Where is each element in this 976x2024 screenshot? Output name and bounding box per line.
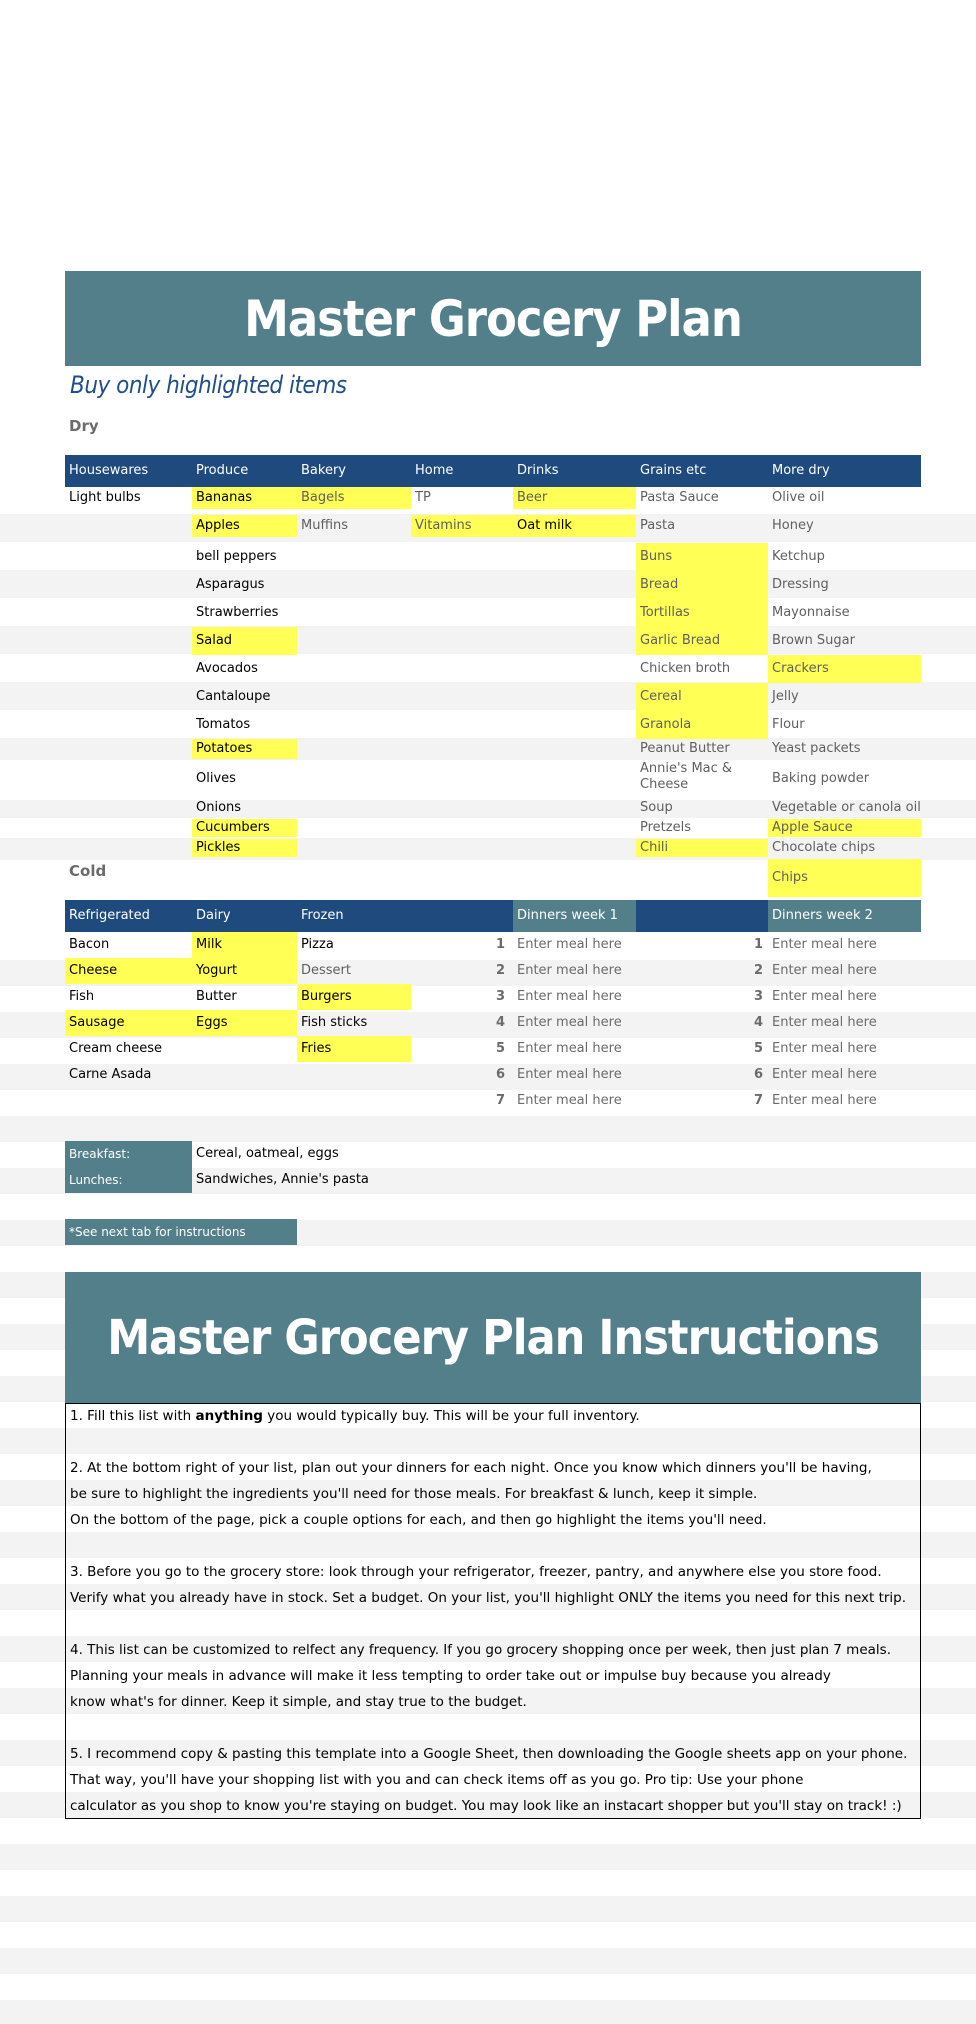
week-2-meal-input[interactable]: Enter meal here bbox=[772, 989, 877, 1004]
week-1-day-number: 4 bbox=[495, 1015, 505, 1030]
header-dinners-week-1[interactable]: Dinners week 1 bbox=[513, 900, 636, 932]
instruction-step-2-line-3: On the bottom of the page, pick a couple options for each, and then go highlight the items you'll need. bbox=[70, 1512, 767, 1528]
more-dry-item[interactable]: Mayonnaise bbox=[772, 605, 850, 620]
instruction-step-1 bbox=[70, 1403, 640, 1429]
week-1-day-number: 5 bbox=[495, 1041, 505, 1056]
week-2-day-number: 5 bbox=[753, 1041, 763, 1056]
grains-item[interactable]: Pretzels bbox=[640, 820, 691, 835]
produce-item[interactable]: Cucumbers bbox=[192, 819, 297, 837]
produce-item[interactable]: Cantaloupe bbox=[196, 689, 271, 704]
housewares-item[interactable]: Light bulbs bbox=[69, 490, 141, 505]
lunches-value[interactable]: Sandwiches, Annie's pasta bbox=[196, 1172, 369, 1187]
produce-item[interactable]: Strawberries bbox=[196, 605, 279, 620]
header-grains[interactable]: Grains etc bbox=[640, 463, 707, 478]
week-1-day-number: 1 bbox=[495, 937, 505, 952]
more-dry-item[interactable]: Honey bbox=[772, 518, 814, 533]
produce-item[interactable]: Olives bbox=[196, 771, 236, 786]
produce-item[interactable]: bell peppers bbox=[196, 549, 277, 564]
instruction-step-5-line-1: 5. I recommend copy & pasting this template into a Google Sheet, then downloading the Google sheets app on your phone. bbox=[70, 1746, 908, 1762]
week-2-day-number: 3 bbox=[753, 989, 763, 1004]
header-dairy[interactable]: Dairy bbox=[196, 908, 231, 923]
dairy-item[interactable]: Yogurt bbox=[192, 958, 297, 984]
grains-item[interactable]: Garlic Bread bbox=[636, 627, 768, 655]
week-2-day-number: 1 bbox=[753, 937, 763, 952]
instruction-step-4-line-3: know what's for dinner. Keep it simple, and stay true to the budget. bbox=[70, 1694, 527, 1710]
week-2-meal-input[interactable]: Enter meal here bbox=[772, 1067, 877, 1082]
header-dinners-week-2[interactable]: Dinners week 2 bbox=[768, 900, 921, 932]
week-2-meal-input[interactable]: Enter meal here bbox=[772, 1015, 877, 1030]
week-1-day-number: 7 bbox=[495, 1093, 505, 1108]
step-1-after: you would typically buy. This will be your full inventory. bbox=[262, 1408, 640, 1424]
produce-item[interactable]: Pickles bbox=[192, 839, 297, 857]
more-dry-item[interactable]: Ketchup bbox=[772, 549, 825, 564]
instruction-step-3-line-2: Verify what you already have in stock. Set a budget. On your list, you'll highlight ONLY the items you need for this next trip. bbox=[70, 1590, 907, 1606]
header-drinks[interactable]: Drinks bbox=[517, 463, 559, 478]
week-2-day-number: 6 bbox=[753, 1067, 763, 1082]
week-1-meal-input[interactable]: Enter meal here bbox=[517, 989, 622, 1004]
grains-item[interactable]: Buns bbox=[636, 543, 768, 571]
grains-item[interactable]: Chili bbox=[636, 839, 768, 857]
header-refrigerated[interactable]: Refrigerated bbox=[69, 908, 150, 923]
instruction-step-2-line-1: 2. At the bottom right of your list, plan out your dinners for each night. Once you know which dinners you'll be having, bbox=[70, 1460, 872, 1476]
lunches-label: Lunches: bbox=[65, 1167, 192, 1193]
refrigerated-item[interactable]: Cream cheese bbox=[69, 1041, 163, 1056]
refrigerated-item[interactable]: Sausage bbox=[65, 1010, 192, 1036]
breakfast-value[interactable]: Cereal, oatmeal, eggs bbox=[196, 1146, 339, 1161]
frozen-item[interactable]: Dessert bbox=[301, 963, 351, 978]
produce-item[interactable]: Asparagus bbox=[196, 577, 265, 592]
frozen-item[interactable]: Fries bbox=[297, 1036, 411, 1062]
instruction-step-5-line-3: calculator as you shop to know you're staying on budget. You may look like an instacart shopper but you'll stay on track! :) bbox=[70, 1798, 902, 1814]
more-dry-item[interactable]: Olive oil bbox=[772, 490, 825, 505]
drinks-item[interactable]: Beer bbox=[513, 487, 636, 509]
week-1-meal-input[interactable]: Enter meal here bbox=[517, 1067, 622, 1082]
cold-header-row bbox=[65, 900, 921, 932]
frozen-item[interactable]: Fish sticks bbox=[301, 1015, 368, 1030]
step-1-bold: anything bbox=[195, 1408, 263, 1424]
drinks-item[interactable]: Oat milk bbox=[513, 515, 636, 537]
home-item[interactable]: TP bbox=[415, 490, 431, 505]
grains-item[interactable]: Chicken broth bbox=[640, 661, 731, 676]
instruction-step-2-line-2: be sure to highlight the ingredients you'll need for those meals. For breakfast & lunch, keep it simple. bbox=[70, 1486, 758, 1502]
grains-item[interactable]: Granola bbox=[636, 711, 768, 739]
frozen-item[interactable]: Burgers bbox=[297, 984, 411, 1010]
grains-item[interactable]: Pasta Sauce bbox=[640, 490, 719, 505]
bakery-item[interactable]: Muffins bbox=[301, 518, 349, 533]
week-1-meal-input[interactable]: Enter meal here bbox=[517, 1015, 622, 1030]
grains-item[interactable]: Peanut Butter bbox=[640, 741, 730, 756]
grains-item[interactable]: Pasta bbox=[640, 518, 676, 533]
produce-item[interactable]: Salad bbox=[192, 627, 297, 655]
dry-section-label: Dry bbox=[69, 417, 99, 435]
dairy-item[interactable]: Milk bbox=[192, 932, 297, 958]
frozen-item[interactable]: Pizza bbox=[301, 937, 334, 952]
breakfast-label: Breakfast: bbox=[65, 1141, 192, 1167]
more-dry-item[interactable]: Jelly bbox=[772, 689, 799, 704]
produce-item[interactable]: Bananas bbox=[192, 487, 297, 509]
produce-item[interactable]: Tomatos bbox=[196, 717, 251, 732]
instruction-step-5-line-2: That way, you'll have your shopping list with you and can check items off as you go. Pro tip: Use your phone bbox=[70, 1772, 804, 1788]
produce-item[interactable]: Potatoes bbox=[192, 739, 297, 759]
more-dry-item[interactable]: Crackers bbox=[768, 655, 921, 683]
dry-header-row bbox=[65, 455, 921, 487]
refrigerated-item[interactable]: Cheese bbox=[65, 958, 192, 984]
grains-item[interactable]: Bread bbox=[636, 571, 768, 599]
grains-item[interactable]: Tortillas bbox=[636, 599, 768, 627]
more-dry-item[interactable]: Brown Sugar bbox=[772, 633, 855, 648]
produce-item[interactable]: Onions bbox=[196, 800, 242, 815]
week-1-meal-input[interactable]: Enter meal here bbox=[517, 937, 622, 952]
refrigerated-item[interactable]: Fish bbox=[69, 989, 95, 1004]
header-home[interactable]: Home bbox=[415, 463, 454, 478]
header-housewares[interactable]: Housewares bbox=[69, 463, 149, 478]
header-bakery[interactable]: Bakery bbox=[301, 463, 346, 478]
week-1-meal-input[interactable]: Enter meal here bbox=[517, 1041, 622, 1056]
week-1-meal-input[interactable]: Enter meal here bbox=[517, 1093, 622, 1108]
week-2-meal-input[interactable]: Enter meal here bbox=[772, 1041, 877, 1056]
more-dry-item[interactable]: Chips bbox=[768, 859, 921, 897]
bakery-item[interactable]: Bagels bbox=[297, 487, 411, 509]
instruction-step-4-line-2: Planning your meals in advance will make it less tempting to order take out or impulse buy because you already bbox=[70, 1668, 831, 1684]
week-2-day-number: 2 bbox=[753, 963, 763, 978]
week-2-day-number: 4 bbox=[753, 1015, 763, 1030]
week-1-day-number: 2 bbox=[495, 963, 505, 978]
more-dry-item[interactable]: Vegetable or canola oil bbox=[772, 800, 921, 815]
more-dry-item[interactable]: Flour bbox=[772, 717, 805, 732]
grains-item[interactable]: Annie's Mac & Cheese bbox=[640, 761, 733, 792]
cold-section-label: Cold bbox=[69, 862, 107, 880]
week-2-meal-input[interactable]: Enter meal here bbox=[772, 963, 877, 978]
step-1-before: 1. Fill this list with bbox=[70, 1408, 196, 1424]
instructions-title: Master Grocery Plan Instructions bbox=[65, 1272, 921, 1403]
week-2-day-number: 7 bbox=[753, 1093, 763, 1108]
produce-item[interactable]: Apples bbox=[192, 515, 297, 537]
week-1-day-number: 6 bbox=[495, 1067, 505, 1082]
dairy-item[interactable]: Butter bbox=[196, 989, 237, 1004]
week-2-meal-input[interactable]: Enter meal here bbox=[772, 1093, 877, 1108]
instructions-note: *See next tab for instructions bbox=[65, 1219, 297, 1245]
instruction-step-4-line-1: 4. This list can be customized to relfect any frequency. If you go grocery shopping once per week, then just plan 7 meals. bbox=[70, 1642, 891, 1658]
more-dry-item[interactable]: Dressing bbox=[772, 577, 829, 592]
refrigerated-item[interactable]: Bacon bbox=[69, 937, 110, 952]
more-dry-item[interactable]: Chocolate chips bbox=[772, 840, 876, 855]
dairy-item[interactable]: Eggs bbox=[192, 1010, 297, 1036]
more-dry-item[interactable]: Yeast packets bbox=[772, 741, 861, 756]
more-dry-item[interactable]: Baking powder bbox=[772, 771, 870, 786]
header-blank[interactable] bbox=[636, 900, 768, 932]
page-subtitle: Buy only highlighted items bbox=[70, 371, 347, 399]
header-frozen[interactable]: Frozen bbox=[301, 908, 344, 923]
week-1-day-number: 3 bbox=[495, 989, 505, 1004]
week-2-meal-input[interactable]: Enter meal here bbox=[772, 937, 877, 952]
grains-item[interactable]: Soup bbox=[640, 800, 673, 815]
page-title: Master Grocery Plan bbox=[65, 271, 921, 366]
refrigerated-item[interactable]: Carne Asada bbox=[69, 1067, 152, 1082]
header-more-dry[interactable]: More dry bbox=[772, 463, 830, 478]
header-produce[interactable]: Produce bbox=[196, 463, 249, 478]
home-item[interactable]: Vitamins bbox=[411, 515, 513, 537]
more-dry-item[interactable]: Apple Sauce bbox=[768, 819, 921, 837]
grains-item[interactable]: Cereal bbox=[636, 683, 768, 711]
produce-item[interactable]: Avocados bbox=[196, 661, 258, 676]
instruction-step-3-line-1: 3. Before you go to the grocery store: look through your refrigerator, freezer, pantry, and anywhere else you store food. bbox=[70, 1564, 882, 1580]
week-1-meal-input[interactable]: Enter meal here bbox=[517, 963, 622, 978]
